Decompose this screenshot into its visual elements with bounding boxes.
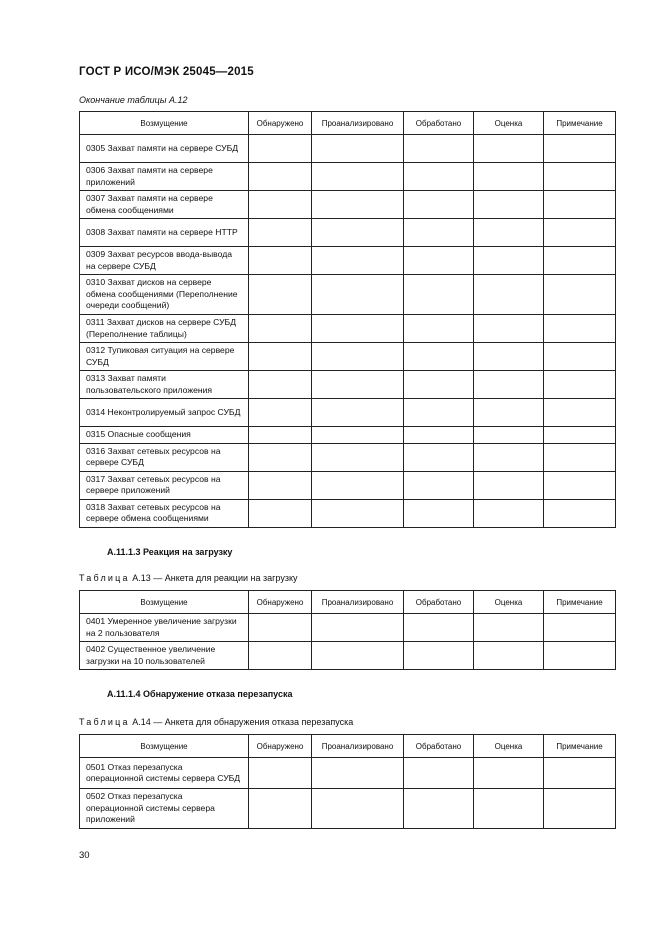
evaluation-cell[interactable]: [474, 443, 544, 471]
table-row: [80, 343, 616, 371]
table-row: [80, 399, 616, 427]
col-header-detected: Обнаружено: [249, 591, 312, 614]
table-header-row: [80, 112, 616, 135]
col-header-note: Примечание: [544, 735, 616, 758]
processed-cell[interactable]: [404, 642, 474, 670]
col-header-evaluation: Оценка: [474, 735, 544, 758]
detected-cell[interactable]: [249, 614, 312, 642]
table-row: [80, 163, 616, 191]
table-row: [80, 247, 616, 275]
detected-cell[interactable]: [249, 471, 312, 499]
note-cell[interactable]: [544, 247, 616, 275]
disturbance-cell: 0318 Захват сетевых ресурсов на сервере обмена сообщениями: [80, 499, 249, 527]
col-header-analyzed: Проанализировано: [312, 591, 404, 614]
note-cell[interactable]: [544, 275, 616, 315]
disturbance-cell: 0312 Тупиковая ситуация на сервере СУБД: [80, 343, 249, 371]
disturbance-cell: 0311 Захват дисков на сервере СУБД (Переполнение таблицы): [80, 315, 249, 343]
analyzed-cell[interactable]: [312, 247, 404, 275]
detected-cell[interactable]: [249, 789, 312, 829]
evaluation-cell[interactable]: [474, 275, 544, 315]
detected-cell[interactable]: [249, 315, 312, 343]
processed-cell[interactable]: [404, 219, 474, 247]
disturbance-cell: 0307 Захват памяти на сервере обмена сообщениями: [80, 191, 249, 219]
analyzed-cell[interactable]: [312, 275, 404, 315]
table-row: [80, 471, 616, 499]
note-cell[interactable]: [544, 642, 616, 670]
col-header-note: Примечание: [544, 112, 616, 135]
note-cell[interactable]: [544, 443, 616, 471]
note-cell[interactable]: [544, 343, 616, 371]
note-cell[interactable]: [544, 163, 616, 191]
processed-cell[interactable]: [404, 371, 474, 399]
note-cell[interactable]: [544, 399, 616, 427]
evaluation-cell[interactable]: [474, 191, 544, 219]
processed-cell[interactable]: [404, 443, 474, 471]
col-header-analyzed: Проанализировано: [312, 735, 404, 758]
evaluation-cell[interactable]: [474, 315, 544, 343]
analyzed-cell[interactable]: [312, 399, 404, 427]
evaluation-cell[interactable]: [474, 758, 544, 789]
processed-cell[interactable]: [404, 315, 474, 343]
analyzed-cell[interactable]: [312, 471, 404, 499]
evaluation-cell[interactable]: [474, 614, 544, 642]
table-a12-caption: Окончание таблицы А.12: [79, 95, 188, 105]
caption-text: А.13 — Анкета для реакции на загрузку: [132, 573, 298, 583]
note-cell[interactable]: [544, 614, 616, 642]
note-cell[interactable]: [544, 219, 616, 247]
table-a13-caption: [79, 573, 297, 583]
analyzed-cell[interactable]: [312, 315, 404, 343]
evaluation-cell[interactable]: [474, 499, 544, 527]
analyzed-cell[interactable]: [312, 343, 404, 371]
analyzed-cell[interactable]: [312, 191, 404, 219]
note-cell[interactable]: [544, 191, 616, 219]
table-row: [80, 499, 616, 527]
detected-cell[interactable]: [249, 443, 312, 471]
analyzed-cell[interactable]: [312, 443, 404, 471]
detected-cell[interactable]: [249, 219, 312, 247]
detected-cell[interactable]: [249, 642, 312, 670]
evaluation-cell[interactable]: [474, 135, 544, 163]
evaluation-cell[interactable]: [474, 471, 544, 499]
table-a13: [79, 590, 616, 670]
evaluation-cell[interactable]: [474, 789, 544, 829]
detected-cell[interactable]: [249, 163, 312, 191]
note-cell[interactable]: [544, 499, 616, 527]
table-row: [80, 642, 616, 670]
page-number: 30: [79, 850, 90, 861]
disturbance-cell: 0314 Неконтролируемый запрос СУБД: [80, 399, 249, 427]
processed-cell[interactable]: [404, 135, 474, 163]
evaluation-cell[interactable]: [474, 399, 544, 427]
analyzed-cell[interactable]: [312, 642, 404, 670]
col-header-processed: Обработано: [404, 591, 474, 614]
table-a14-caption: [79, 717, 353, 727]
table-row: [80, 427, 616, 444]
analyzed-cell[interactable]: [312, 499, 404, 527]
table-row: [80, 614, 616, 642]
analyzed-cell[interactable]: [312, 789, 404, 829]
col-header-processed: Обработано: [404, 735, 474, 758]
table-row: [80, 191, 616, 219]
section-heading-a1114: А.11.1.4 Обнаружение отказа перезапуска: [107, 689, 293, 699]
disturbance-cell: 0313 Захват памяти пользовательского приложения: [80, 371, 249, 399]
analyzed-cell[interactable]: [312, 427, 404, 444]
evaluation-cell[interactable]: [474, 163, 544, 191]
disturbance-cell: 0305 Захват памяти на сервере СУБД: [80, 135, 249, 163]
analyzed-cell[interactable]: [312, 758, 404, 789]
evaluation-cell[interactable]: [474, 642, 544, 670]
processed-cell[interactable]: [404, 471, 474, 499]
detected-cell[interactable]: [249, 275, 312, 315]
table-row: [80, 443, 616, 471]
detected-cell[interactable]: [249, 191, 312, 219]
col-header-evaluation: Оценка: [474, 112, 544, 135]
col-header-disturbance: Возмущение: [80, 112, 249, 135]
evaluation-cell[interactable]: [474, 343, 544, 371]
detected-cell[interactable]: [249, 399, 312, 427]
analyzed-cell[interactable]: [312, 135, 404, 163]
processed-cell[interactable]: [404, 499, 474, 527]
processed-cell[interactable]: [404, 399, 474, 427]
disturbance-cell: 0316 Захват сетевых ресурсов на сервере СУБД: [80, 443, 249, 471]
disturbance-cell: 0308 Захват памяти на сервере НТТР: [80, 219, 249, 247]
processed-cell[interactable]: [404, 789, 474, 829]
disturbance-cell: 0315 Опасные сообщения: [80, 427, 249, 444]
detected-cell[interactable]: [249, 371, 312, 399]
section-heading-a1113: А.11.1.3 Реакция на загрузку: [107, 547, 233, 557]
disturbance-cell: 0401 Умеренное увеличение загрузки на 2 пользователя: [80, 614, 249, 642]
col-header-disturbance: Возмущение: [80, 735, 249, 758]
note-cell[interactable]: [544, 135, 616, 163]
note-cell[interactable]: [544, 427, 616, 444]
processed-cell[interactable]: [404, 191, 474, 219]
table-a14: [79, 734, 616, 829]
detected-cell[interactable]: [249, 135, 312, 163]
processed-cell[interactable]: [404, 427, 474, 444]
evaluation-cell[interactable]: [474, 219, 544, 247]
processed-cell[interactable]: [404, 163, 474, 191]
processed-cell[interactable]: [404, 247, 474, 275]
table-header-row: [80, 591, 616, 614]
table-row: [80, 371, 616, 399]
note-cell[interactable]: [544, 371, 616, 399]
col-header-evaluation: Оценка: [474, 591, 544, 614]
analyzed-cell[interactable]: [312, 614, 404, 642]
col-header-note: Примечание: [544, 591, 616, 614]
detected-cell[interactable]: [249, 427, 312, 444]
processed-cell[interactable]: [404, 614, 474, 642]
col-header-analyzed: Проанализировано: [312, 112, 404, 135]
processed-cell[interactable]: [404, 343, 474, 371]
table-header-row: [80, 735, 616, 758]
processed-cell[interactable]: [404, 275, 474, 315]
col-header-processed: Обработано: [404, 112, 474, 135]
table-row: [80, 315, 616, 343]
caption-prefix: Таблица: [79, 573, 130, 583]
table-row: [80, 219, 616, 247]
document-header: ГОСТ Р ИСО/МЭК 25045—2015: [79, 66, 254, 78]
disturbance-cell: 0310 Захват дисков на сервере обмена сообщениями (Переполнение очереди сообщений): [80, 275, 249, 315]
caption-prefix: Таблица: [79, 717, 130, 727]
col-header-disturbance: Возмущение: [80, 591, 249, 614]
table-a12: [79, 111, 616, 528]
evaluation-cell[interactable]: [474, 427, 544, 444]
analyzed-cell[interactable]: [312, 163, 404, 191]
analyzed-cell[interactable]: [312, 371, 404, 399]
detected-cell[interactable]: [249, 499, 312, 527]
note-cell[interactable]: [544, 789, 616, 829]
disturbance-cell: 0501 Отказ перезапуска операционной системы сервера СУБД: [80, 758, 249, 789]
note-cell[interactable]: [544, 315, 616, 343]
col-header-detected: Обнаружено: [249, 112, 312, 135]
disturbance-cell: 0402 Существенное увеличение загрузки на 10 пользователей: [80, 642, 249, 670]
disturbance-cell: 0502 Отказ перезапуска операционной системы сервера приложений: [80, 789, 249, 829]
processed-cell[interactable]: [404, 758, 474, 789]
evaluation-cell[interactable]: [474, 247, 544, 275]
detected-cell[interactable]: [249, 343, 312, 371]
evaluation-cell[interactable]: [474, 371, 544, 399]
caption-text: А.14 — Анкета для обнаружения отказа перезапуска: [132, 717, 354, 727]
note-cell[interactable]: [544, 471, 616, 499]
disturbance-cell: 0306 Захват памяти на сервере приложений: [80, 163, 249, 191]
table-row: [80, 275, 616, 315]
table-row: [80, 789, 616, 829]
note-cell[interactable]: [544, 758, 616, 789]
analyzed-cell[interactable]: [312, 219, 404, 247]
table-row: [80, 135, 616, 163]
disturbance-cell: 0309 Захват ресурсов ввода-вывода на сервере СУБД: [80, 247, 249, 275]
disturbance-cell: 0317 Захват сетевых ресурсов на сервере приложений: [80, 471, 249, 499]
detected-cell[interactable]: [249, 247, 312, 275]
col-header-detected: Обнаружено: [249, 735, 312, 758]
detected-cell[interactable]: [249, 758, 312, 789]
table-row: [80, 758, 616, 789]
